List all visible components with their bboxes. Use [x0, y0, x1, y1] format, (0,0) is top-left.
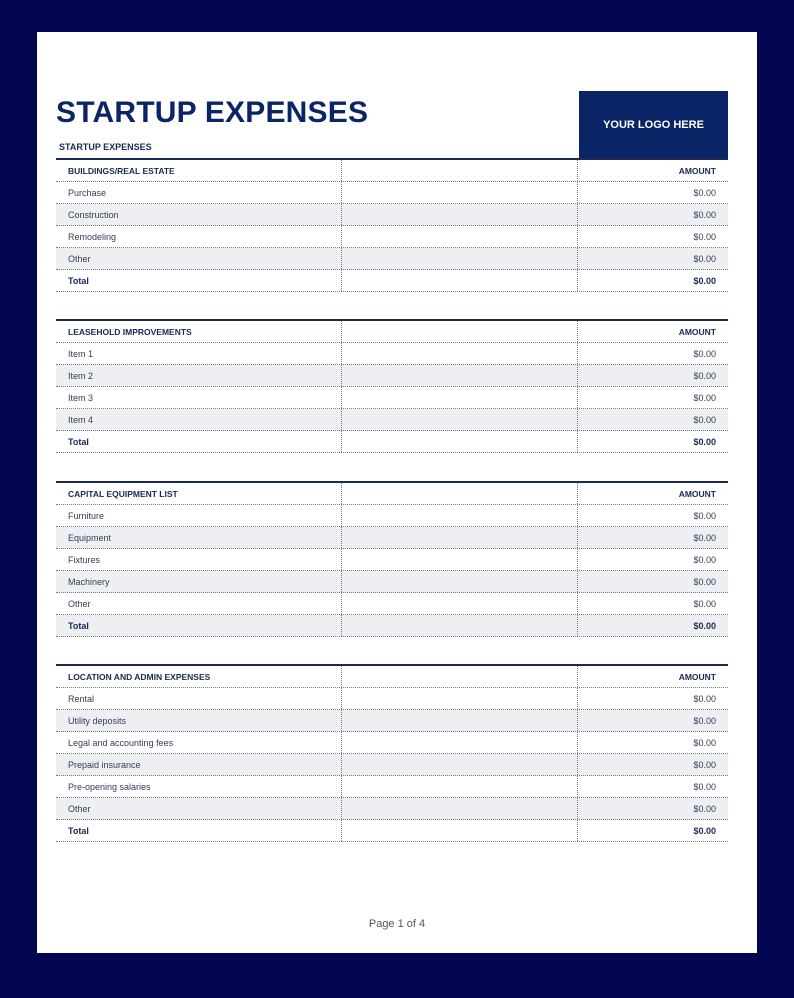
row-amount[interactable]: $0.00: [693, 781, 716, 792]
row-amount[interactable]: $0.00: [693, 348, 716, 359]
page-title: STARTUP EXPENSES: [56, 96, 369, 129]
row-amount[interactable]: $0.00: [693, 253, 716, 264]
row-notes-cell[interactable]: [342, 710, 578, 731]
row-label: Remodeling: [56, 226, 342, 247]
document-page: [37, 32, 757, 953]
row-notes-cell[interactable]: [342, 226, 578, 247]
total-amount: $0.00: [693, 620, 716, 631]
row-label: Fixtures: [56, 549, 342, 570]
amount-header: AMOUNT: [678, 488, 716, 499]
section-header: LOCATION AND ADMIN EXPENSES: [56, 666, 342, 687]
table-row: [56, 754, 728, 776]
row-label: Utility deposits: [56, 710, 342, 731]
total-row: [56, 820, 728, 842]
total-label: Total: [56, 431, 342, 452]
row-amount[interactable]: $0.00: [693, 209, 716, 220]
table-row: [56, 505, 728, 527]
section-header: CAPITAL EQUIPMENT LIST: [56, 483, 342, 504]
section-header-row: [56, 160, 728, 182]
total-amount: $0.00: [693, 825, 716, 836]
table-row: [56, 593, 728, 615]
row-amount[interactable]: $0.00: [693, 392, 716, 403]
row-amount[interactable]: $0.00: [693, 231, 716, 242]
row-notes-cell[interactable]: [342, 571, 578, 592]
row-notes-cell[interactable]: [342, 527, 578, 548]
table-row: [56, 776, 728, 798]
section-header-row: [56, 666, 728, 688]
row-label: Furniture: [56, 505, 342, 526]
table-row: [56, 527, 728, 549]
row-notes-cell[interactable]: [342, 387, 578, 408]
row-label: Item 3: [56, 387, 342, 408]
row-label: Item 4: [56, 409, 342, 430]
table-row: [56, 710, 728, 732]
row-amount[interactable]: $0.00: [693, 715, 716, 726]
row-amount[interactable]: $0.00: [693, 414, 716, 425]
table-row: [56, 182, 728, 204]
table-row: [56, 387, 728, 409]
row-amount[interactable]: $0.00: [693, 803, 716, 814]
total-amount: $0.00: [693, 436, 716, 447]
row-amount[interactable]: $0.00: [693, 187, 716, 198]
section-header-row: [56, 483, 728, 505]
row-notes-cell[interactable]: [342, 365, 578, 386]
row-label: Purchase: [56, 182, 342, 203]
table-row: [56, 798, 728, 820]
row-label: Pre-opening salaries: [56, 776, 342, 797]
section-leasehold-improvements: [56, 319, 728, 453]
row-notes-cell[interactable]: [342, 776, 578, 797]
row-label: Item 1: [56, 343, 342, 364]
total-label: Total: [56, 270, 342, 291]
row-notes-cell[interactable]: [342, 505, 578, 526]
table-row: [56, 688, 728, 710]
row-notes-cell[interactable]: [342, 343, 578, 364]
section-header: BUILDINGS/REAL ESTATE: [56, 160, 342, 181]
row-label: Item 2: [56, 365, 342, 386]
total-row: [56, 615, 728, 637]
total-label: Total: [56, 820, 342, 841]
row-amount[interactable]: $0.00: [693, 759, 716, 770]
row-amount[interactable]: $0.00: [693, 554, 716, 565]
page-subtitle: STARTUP EXPENSES: [59, 142, 152, 152]
table-row: [56, 409, 728, 431]
table-row: [56, 204, 728, 226]
row-notes-cell[interactable]: [342, 754, 578, 775]
row-notes-cell[interactable]: [342, 798, 578, 819]
logo-text: YOUR LOGO HERE: [603, 119, 704, 131]
amount-header: AMOUNT: [678, 165, 716, 176]
total-row: [56, 270, 728, 292]
row-notes-cell[interactable]: [342, 549, 578, 570]
row-label: Prepaid insurance: [56, 754, 342, 775]
row-label: Rental: [56, 688, 342, 709]
table-row: [56, 365, 728, 387]
row-label: Machinery: [56, 571, 342, 592]
row-notes-cell[interactable]: [342, 248, 578, 269]
row-label: Other: [56, 798, 342, 819]
row-label: Legal and accounting fees: [56, 732, 342, 753]
row-notes-cell[interactable]: [342, 409, 578, 430]
row-notes-cell[interactable]: [342, 732, 578, 753]
row-notes-cell[interactable]: [342, 182, 578, 203]
row-amount[interactable]: $0.00: [693, 598, 716, 609]
table-row: [56, 571, 728, 593]
amount-header: AMOUNT: [678, 671, 716, 682]
row-amount[interactable]: $0.00: [693, 510, 716, 521]
page-number: Page 1 of 4: [368, 918, 426, 930]
row-label: Equipment: [56, 527, 342, 548]
row-amount[interactable]: $0.00: [693, 576, 716, 587]
row-amount[interactable]: $0.00: [693, 693, 716, 704]
section-location-admin-expenses: [56, 664, 728, 842]
logo-placeholder: [579, 91, 728, 159]
table-row: [56, 248, 728, 270]
section-capital-equipment-list: [56, 481, 728, 637]
section-header: LEASEHOLD IMPROVEMENTS: [56, 321, 342, 342]
section-buildings-real-estate: [56, 158, 728, 292]
total-label: Total: [56, 615, 342, 636]
row-notes-cell[interactable]: [342, 593, 578, 614]
row-notes-cell[interactable]: [342, 688, 578, 709]
table-row: [56, 549, 728, 571]
total-amount: $0.00: [693, 275, 716, 286]
row-amount[interactable]: $0.00: [693, 532, 716, 543]
amount-header: AMOUNT: [678, 326, 716, 337]
table-row: [56, 226, 728, 248]
row-amount[interactable]: $0.00: [693, 370, 716, 381]
section-header-row: [56, 321, 728, 343]
table-row: [56, 732, 728, 754]
row-label: Other: [56, 248, 342, 269]
row-label: Construction: [56, 204, 342, 225]
table-row: [56, 343, 728, 365]
row-notes-cell[interactable]: [342, 204, 578, 225]
row-amount[interactable]: $0.00: [693, 737, 716, 748]
total-row: [56, 431, 728, 453]
row-label: Other: [56, 593, 342, 614]
